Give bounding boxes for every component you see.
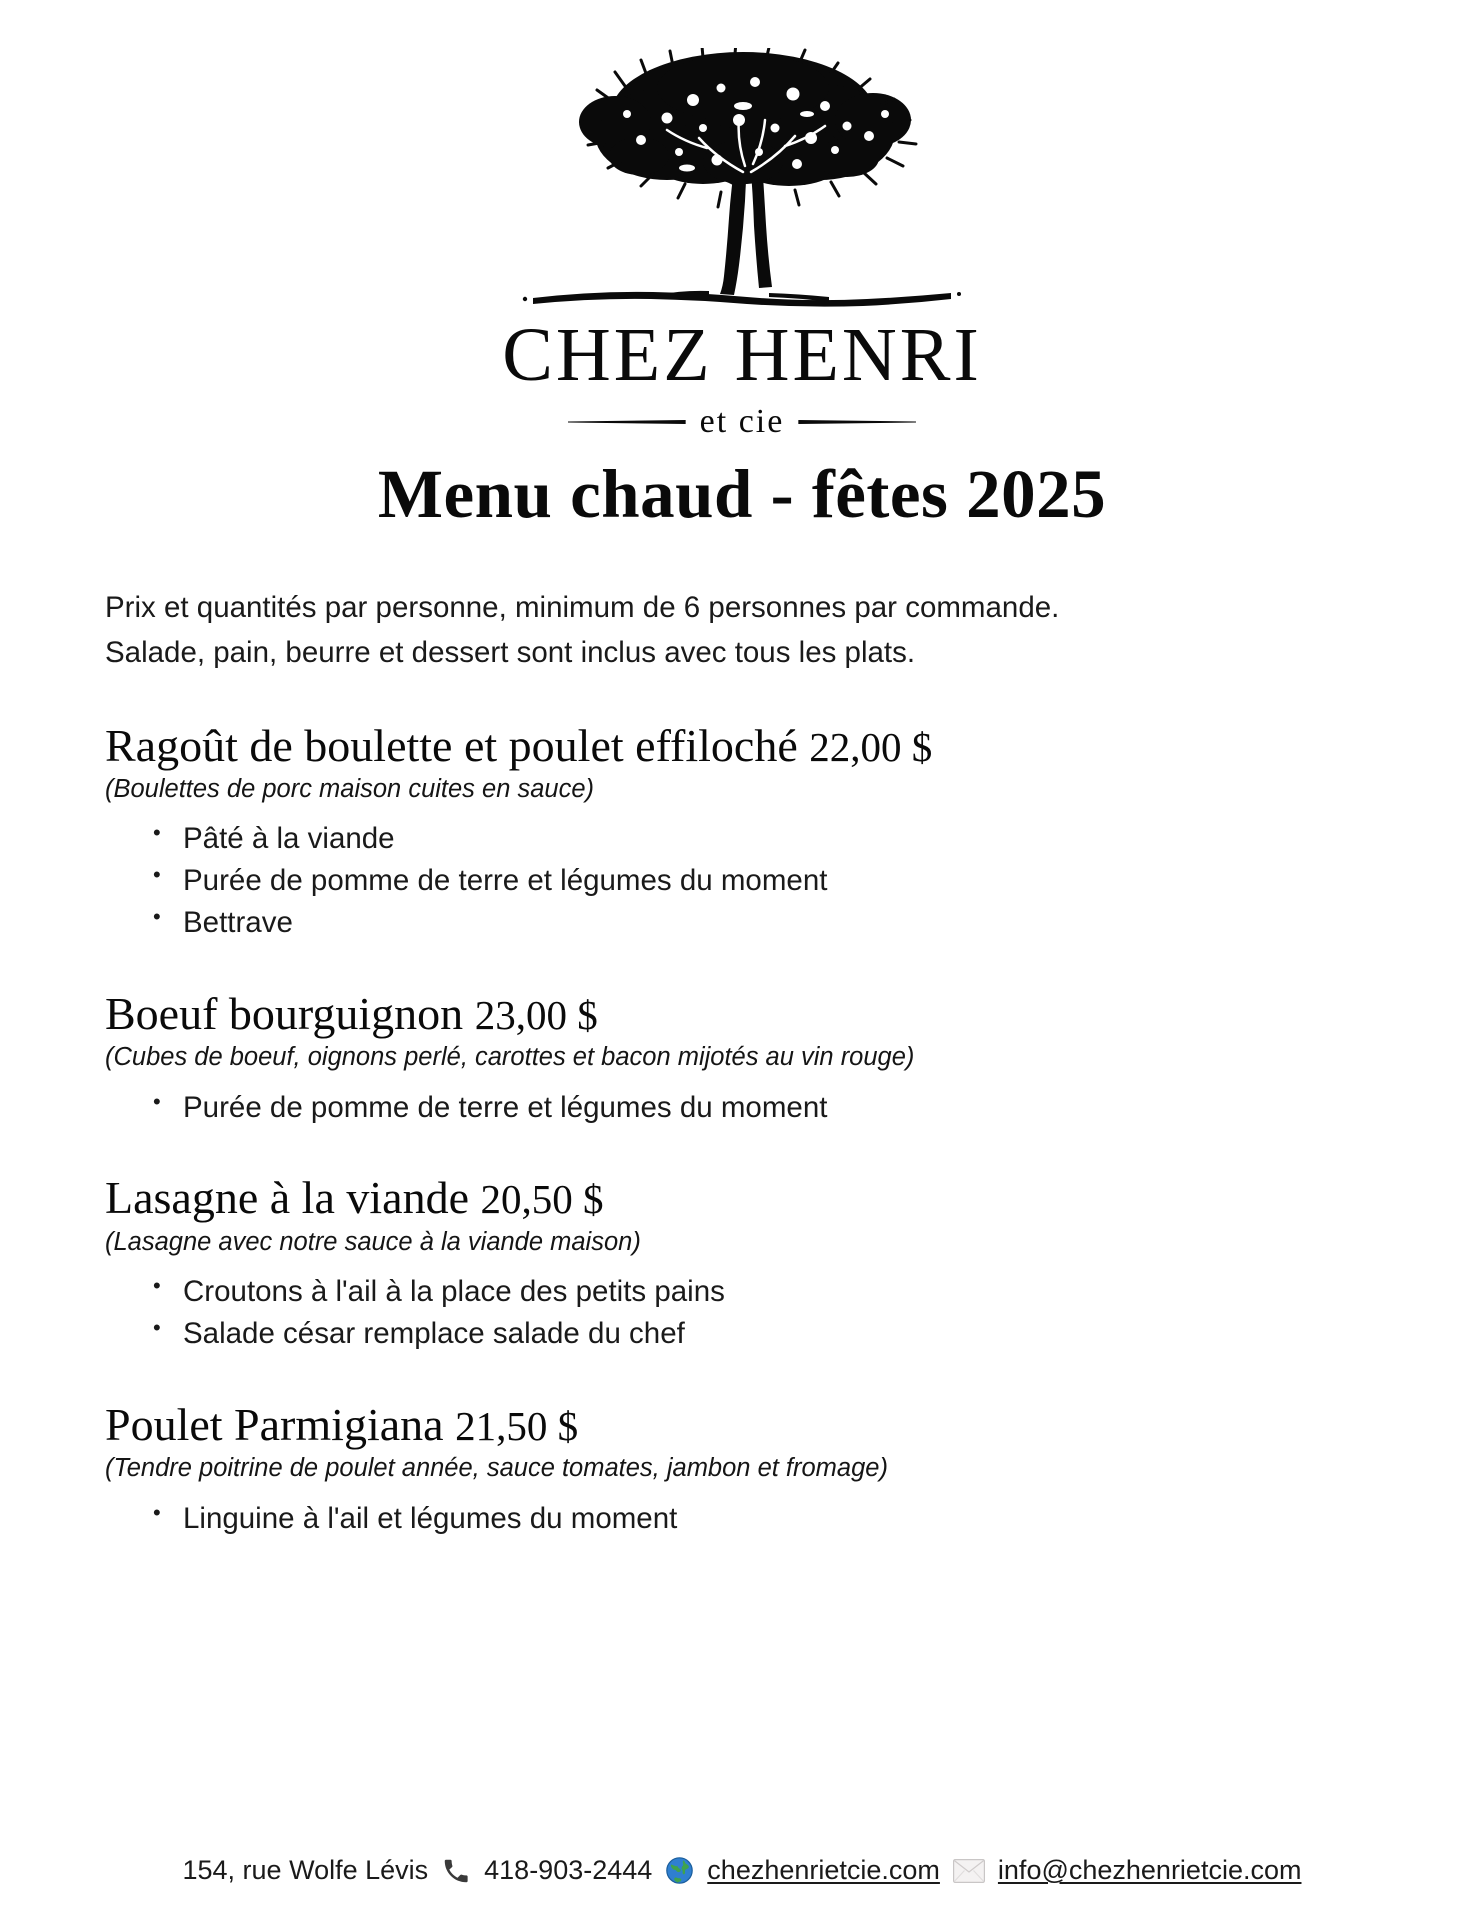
dish-title: [105, 1172, 1379, 1224]
phone-icon: [441, 1856, 471, 1886]
dish-description: (Boulettes de porc maison cuites en sauce): [105, 775, 595, 804]
envelope-icon: [953, 1859, 985, 1883]
dish-name: Lasagne à la viande: [105, 1172, 469, 1224]
dish-item: [105, 1172, 1379, 1354]
dish-price: 22,00 $: [809, 723, 933, 770]
footer-address: 154, rue Wolfe Lévis: [182, 1855, 429, 1885]
dish-item: [105, 988, 1379, 1129]
list-item: • Purée de pomme de terre et légumes du moment: [153, 1087, 1379, 1129]
dish-price: 23,00 $: [474, 991, 598, 1038]
logo-wordmark: CHEZ HENRI: [502, 313, 982, 397]
footer-phone[interactable]: 418-903-2444: [484, 1855, 653, 1885]
list-item: • Purée de pomme de terre et légumes du moment: [153, 860, 1379, 902]
dish-sides-list: [105, 1498, 1379, 1540]
intro-paragraph: [105, 586, 1379, 676]
dish-item: [105, 720, 1379, 944]
brand-logo: [105, 0, 1379, 441]
page-title: Menu chaud - fêtes 2025: [377, 456, 1107, 532]
logo-tagline-row: [105, 403, 1379, 441]
dish-description: (Cubes de boeuf, oignons perlé, carottes et bacon mijotés au vin rouge): [105, 1043, 915, 1072]
list-item: • Pâté à la viande: [153, 818, 1379, 860]
dish-description: (Lasagne avec notre sauce à la viande maison): [105, 1227, 641, 1256]
dish-sides-list: [105, 1087, 1379, 1129]
logo-rule-left: [568, 420, 686, 424]
list-item: • Croutons à l'ail à la place des petits pains: [153, 1271, 1379, 1313]
dish-item: [105, 1399, 1379, 1540]
tree-illustration-icon: [507, 48, 977, 323]
dish-price: 20,50 $: [480, 1176, 604, 1223]
dish-name: Poulet Parmigiana: [105, 1398, 444, 1450]
intro-line-2: Salade, pain, beurre et dessert sont inclus avec tous les plats.: [105, 635, 916, 669]
footer-website-link[interactable]: chezhenrietcie.com: [707, 1855, 940, 1885]
dish-list: [105, 720, 1379, 1540]
dish-price: 21,50 $: [455, 1402, 579, 1449]
dish-sides-list: [105, 1271, 1379, 1355]
intro-line-1: Prix et quantités par personne, minimum de 6 personnes par commande.: [105, 591, 1060, 624]
globe-icon: [665, 1856, 694, 1885]
dish-title: [105, 720, 1379, 772]
dish-description: (Tendre poitrine de poulet année, sauce tomates, jambon et fromage): [105, 1454, 888, 1483]
list-item: • Bettrave: [153, 902, 1379, 944]
dish-name: Ragoût de boulette et poulet effiloché: [105, 719, 798, 771]
dish-name: Boeuf bourguignon: [105, 987, 464, 1039]
logo-tagline: et cie: [699, 403, 785, 440]
logo-rule-right: [798, 420, 916, 424]
dish-title: [105, 1399, 1379, 1451]
footer-email-link[interactable]: info@chezhenrietcie.com: [997, 1855, 1302, 1885]
footer-contact-bar: [0, 1855, 1484, 1886]
dish-title: [105, 988, 1379, 1040]
list-item: • Salade césar remplace salade du chef: [153, 1313, 1379, 1355]
dish-sides-list: [105, 818, 1379, 944]
list-item: • Linguine à l'ail et légumes du moment: [153, 1498, 1379, 1540]
